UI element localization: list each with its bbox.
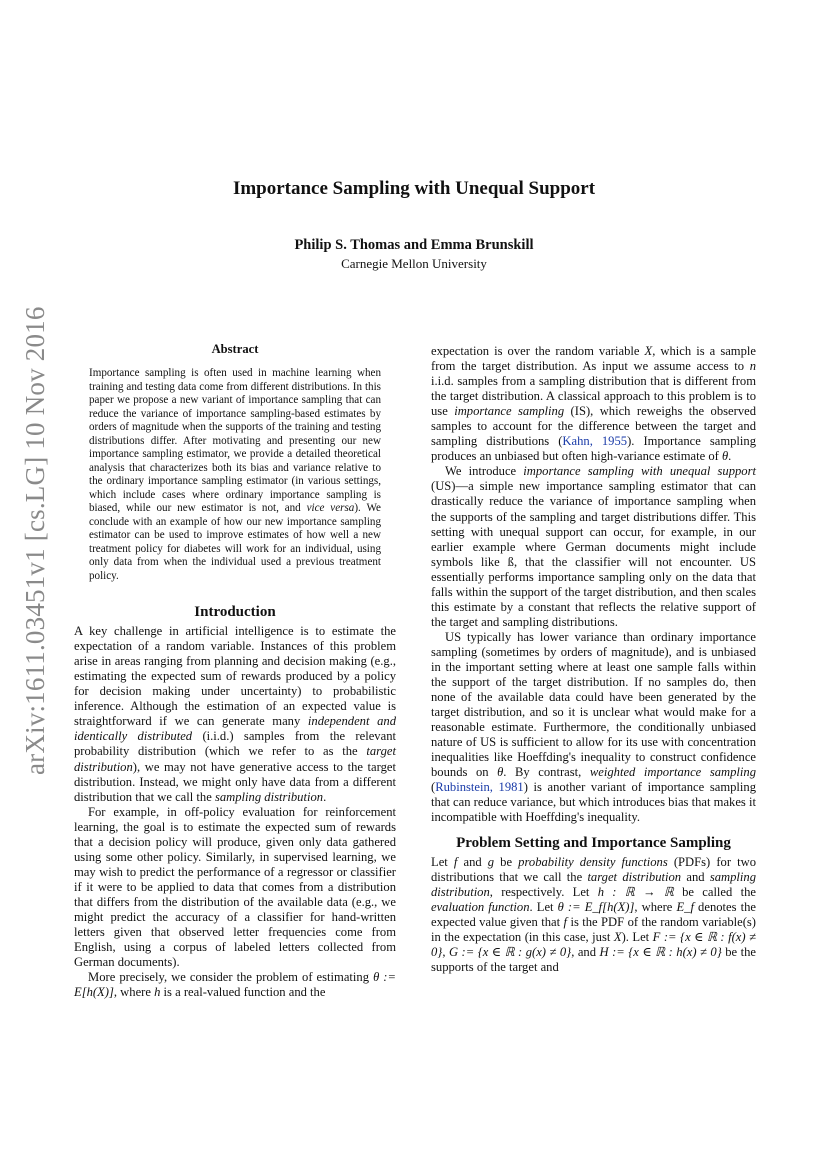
arxiv-identifier: arXiv:1611.03451v1 [cs.LG] 10 Nov 2016 xyxy=(20,306,50,775)
citation-kahn-1955[interactable]: Kahn, 1955 xyxy=(562,434,628,449)
left-column xyxy=(74,342,396,1000)
right-paragraph-2: We introduce importance sampling with unequal support (US)—a simple new importance sampling estimator that can drastically reduce the variance of importance sampling when the supports of the sampling and target distributions differ. This setting with unequal support can occur, for example, in our earlier example where German documents might include symbols like ß, that the classifier will not encounter. US essentially performs importance sampling only on the data that falls within the support of the target distribution, and then scales this estimate by a constant that reflects the relative support of the target and sampling distributions. xyxy=(431,464,756,629)
citation-rubinstein-1981[interactable]: Rubinstein, 1981 xyxy=(435,780,524,795)
abstract-heading: Abstract xyxy=(211,342,259,356)
paper-authors: Philip S. Thomas and Emma Brunskill xyxy=(294,237,534,253)
right-column xyxy=(431,344,756,975)
problem-setting-heading: Problem Setting and Importance Sampling xyxy=(456,834,731,851)
intro-paragraph-2: For example, in off-policy evaluation for reinforcement learning, the goal is to estimate the expected sum of rewards that a decision policy will produce, given only data gathered using some other policy. Similarly, in supervised learning, we may wish to predict the performance of a regressor or classifier if it were to be applied to data that comes from a distribution that differs from the distribution of the available data (e.g., we might predict the accuracy of a classifier for hand-written letters given that observed letter frequencies come from English, using a corpus of labeled letters collected from German documents). xyxy=(74,804,396,970)
problem-setting-paragraph-1: Let f and g be probability density functions (PDFs) for two distributions that we call the target distribution and sampling distribution, respectively. Let h : ℝ → ℝ be called the evaluation function. Let θ := E_f[h(X)], where E_f denotes the expected value given that f is the PDF of the random variable(s) in the expectation (in this case, just X). Let F := {x ∈ ℝ : f(x) ≠ 0}, G := {x ∈ ℝ : g(x) ≠ 0}, and H := {x ∈ ℝ : h(x) ≠ 0} be the supports of the target and xyxy=(431,854,757,974)
author-affiliation: Carnegie Mellon University xyxy=(341,256,487,271)
intro-paragraph-3: More precisely, we consider the problem of estimating θ := E[h(X)], where h is a real-valued function and the xyxy=(74,970,396,1000)
abstract-text: Importance sampling is often used in machine learning when training and testing data come from different distributions. In this paper we propose a new variant of importance sampling that can reduce the variance of importance sampling-based estimates by orders of magnitude when the supports of the training and testing distributions differ. After motivating and presenting our new importance sampling estimator, we provide a detailed theoretical analysis that characterizes both its bias and variance relative to the ordinary importance sampling estimator (in various settings, which include cases where ordinary importance sampling is biased, while our new estimator is not, and vice versa). We conclude with an example of how our new importance sampling estimator can be used to improve estimates of how well a new treatment policy for diabetes will work for an individual, using only data from when the individual used a previous treatment policy. xyxy=(89,367,381,582)
introduction-heading: Introduction xyxy=(194,604,276,621)
paper-title: Importance Sampling with Unequal Support xyxy=(232,178,596,199)
right-paragraph-1: expectation is over the random variable X, which is a sample from the target distribution. As input we assume access to n i.i.d. samples from a sampling distribution that is different from the target distribution. A classical approach to this problem is to use importance sampling (IS), which reweighs the observed samples to account for the difference between the target and sampling distributions (Kahn, 1955). Importance sampling produces an unbiased but often high-variance estimate of θ. xyxy=(431,344,757,464)
intro-paragraph-1: A key challenge in artificial intelligence is to estimate the expectation of a random variable. Instances of this problem arise in areas ranging from planning and decision making (e.g., estimating the expected sum of rewards produced by a policy for decision making under uncertainty) to probabilistic inference. Although the estimation of an expected value is straightforward if we can generate many independent and identically distributed (i.i.d.) samples from the relevant probability distribution (which we refer to as the target distribution), we may not have generative access to the target distribution. Instead, we might only have data from a different distribution that we call the sampling distribution. xyxy=(74,624,396,804)
right-paragraph-3: US typically has lower variance than ordinary importance sampling (sometimes by orders of magnitude), and is unbiased in the important setting where at least one sample falls within the support of the target distribution. If no samples do, then none of the available data could have been generated by the target distribution, and so it is unclear what would make for a reasonable estimate. Furthermore, the conditionally unbiased nature of US is sufficient to allow for its use with concentration inequalities like Hoeffding's inequality to construct confidence bounds on θ. By contrast, weighted importance sampling (Rubinstein, 1981) is another variant of importance sampling that can reduce variance, but which introduces bias that makes it incompatible with Hoeffding's inequality. xyxy=(431,629,757,825)
